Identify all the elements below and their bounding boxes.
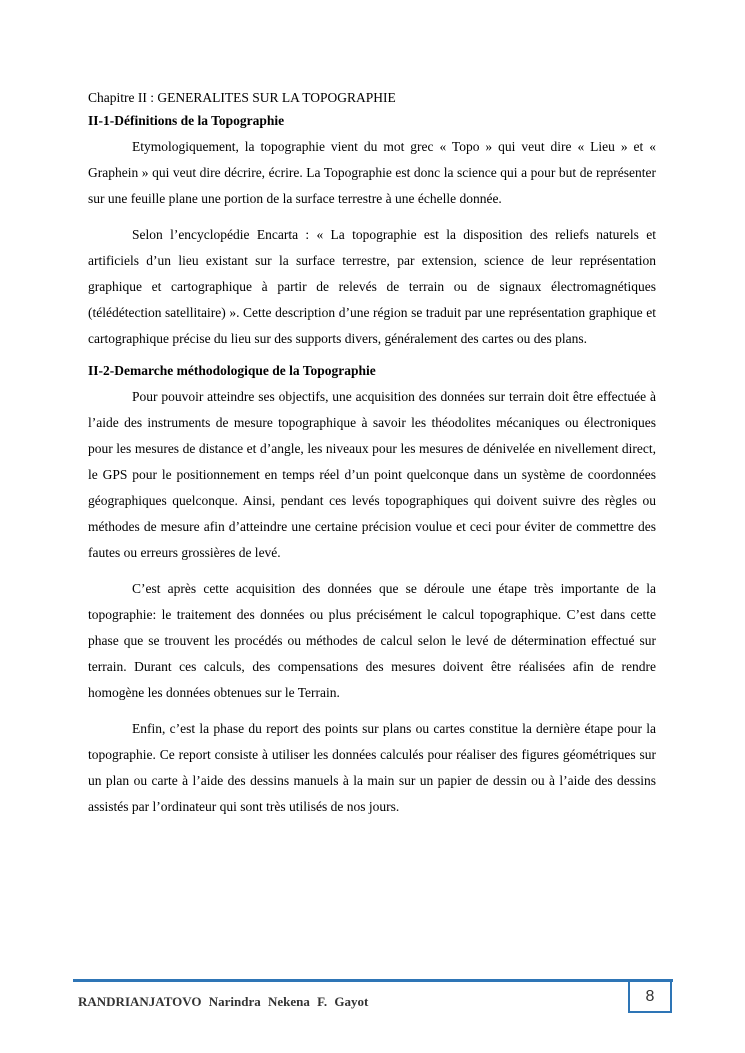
paragraph: C’est après cette acquisition des données que se déroule une étape très importante de la topographie: le traitement des données ou plus précisément le calcul topographique. C’est dans cette phase que se trouvent les procédés ou méthodes de calcul selon le levé de détermination effectué sur terrain. Durant ces calculs, des compensations des mesures doivent être réalisées afin de rendre homogène les données obtenues sur le Terrain. bbox=[88, 581, 656, 700]
paragraph: Pour pouvoir atteindre ses objectifs, une acquisition des données sur terrain doit être effectuée à l’aide des instruments de mesure topographique à savoir les théodolites mécaniques ou électroniques pour les mesures de distance et d’angle, les niveaux pour les mesures de dénivelée en nivellement direct, le GPS pour le positionnement en temps réel d’un point quelconque dans un système de coordonnées géographiques quelconque. Ainsi, pendant ces levés topographiques qui doivent suivre des règles ou méthodes de mesure afin d’atteindre une certaine précision voulue et ceci pour éviter de commettre des fautes ou erreurs grossières de levé. bbox=[88, 389, 656, 560]
chapter-title: Chapitre II : GENERALITES SUR LA TOPOGRAPHIE bbox=[88, 90, 396, 105]
footer-author: RANDRIANJATOVO Narindra Nekena F. Gayot bbox=[78, 994, 369, 1009]
section-heading-methodology: II-2-Demarche méthodologique de la Topographie bbox=[88, 363, 376, 378]
paragraph: Enfin, c’est la phase du report des points sur plans ou cartes constitue la dernière étape pour la topographie. Ce report consiste à utiliser les données calculés pour réaliser des figures géométriques sur un plan ou carte à l’aide des dessins manuels à la main sur un papier de dessin ou à l’aide des dessins assistés par l’ordinateur qui sont très utilisés de nos jours. bbox=[88, 721, 656, 814]
paragraph: Selon l’encyclopédie Encarta : « La topographie est la disposition des reliefs naturels et artificiels d’un lieu existant sur la surface terrestre, par extension, science de leur représentation graphique et cartographique à partir de relevés de terrain ou de signaux électromagnétiques (télédétection satellitaire) ». Cette description d’une région se traduit par une représentation graphique et cartographique précise du lieu sur des supports divers, généralement des cartes ou des plans. bbox=[88, 227, 656, 346]
page-number: 8 bbox=[628, 982, 672, 1013]
section-heading-definitions: II-1-Définitions de la Topographie bbox=[88, 113, 285, 128]
page-content bbox=[88, 88, 656, 820]
footer-divider bbox=[73, 979, 673, 982]
paragraph: Etymologiquement, la topographie vient du mot grec « Topo » qui veut dire « Lieu » et « Graphein » qui veut dire décrire, écrire. La Topographie est donc la science qui a pour but de représenter sur une feuille plane une portion de la surface terrestre à une échelle donnée. bbox=[88, 139, 656, 206]
